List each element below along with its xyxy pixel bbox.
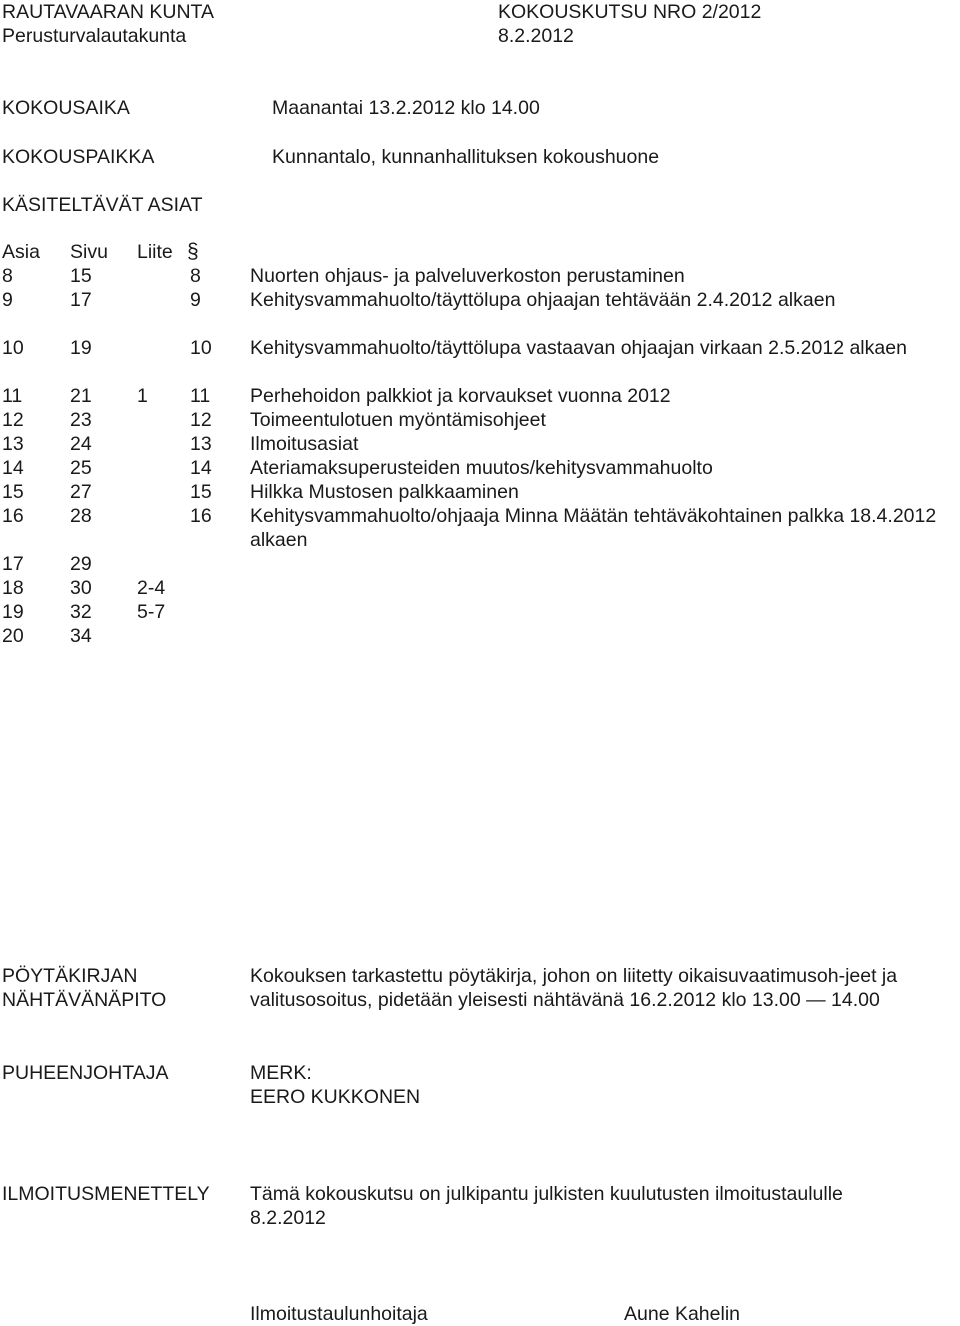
agenda-table (0, 240, 960, 648)
agenda-title-cell: Ilmoitusasiat (250, 433, 359, 455)
agenda-page-cell: 25 (70, 457, 92, 479)
agenda-row (0, 336, 960, 384)
agenda-row (0, 600, 960, 624)
minutes-label-line2: NÄHTÄVÄNÄPITO (2, 989, 167, 1011)
agenda-row (0, 408, 960, 432)
column-header-sivu: Sivu (70, 241, 108, 263)
agenda-row (0, 432, 960, 456)
agenda-row (0, 552, 960, 576)
agenda-page-cell: 24 (70, 433, 92, 455)
agenda-heading: KÄSITELTÄVÄT ASIAT (2, 194, 203, 216)
bulletin-keeper-name: Aune Kahelin (624, 1303, 741, 1325)
meeting-place-label: KOKOUSPAIKKA (2, 146, 155, 168)
agenda-row (0, 456, 960, 480)
minutes-label-line1: PÖYTÄKIRJAN (2, 965, 138, 987)
agenda-section-number-cell: 9 (190, 289, 201, 311)
announcement-text: Tämä kokouskutsu on julkipantu julkisten kuulutusten ilmoitustaululle 8.2.2012 (250, 1183, 843, 1229)
agenda-asia-cell: 11 (2, 385, 23, 407)
agenda-title-cell: Kehitysvammahuolto/täyttölupa vastaavan ohjaajan virkaan 2.5.2012 alkaen (250, 337, 907, 359)
agenda-section-number-cell: 14 (190, 457, 212, 479)
agenda-asia-cell: 18 (2, 577, 24, 599)
agenda-page-cell: 29 (70, 553, 92, 575)
agenda-row (0, 504, 960, 552)
column-header-asia: Asia (2, 241, 40, 263)
agenda-section-number-cell: 12 (190, 409, 212, 431)
agenda-page-cell: 30 (70, 577, 92, 599)
municipality-name: RAUTAVAARAN KUNTA (2, 1, 214, 23)
agenda-title-cell: Kehitysvammahuolto/ohjaaja Minna Määtän tehtäväkohtainen palkka 18.4.2012 alkaen (250, 505, 937, 551)
agenda-row (0, 624, 960, 648)
agenda-page-cell: 15 (70, 265, 92, 287)
meeting-time-value: Maanantai 13.2.2012 klo 14.00 (272, 97, 540, 119)
section-sign-icon: § (187, 240, 199, 263)
agenda-title-cell: Kehitysvammahuolto/täyttölupa ohjaajan tehtävään 2.4.2012 alkaen (250, 289, 836, 311)
chair-label: PUHEENJOHTAJA (2, 1062, 169, 1084)
agenda-asia-cell: 15 (2, 481, 24, 503)
agenda-page-cell: 27 (70, 481, 92, 503)
column-header-liite: Liite (137, 241, 173, 263)
agenda-page-cell: 19 (70, 337, 92, 359)
agenda-header-row (0, 240, 960, 264)
agenda-asia-cell: 16 (2, 505, 24, 527)
agenda-rows (0, 264, 960, 648)
minutes-text: Kokouksen tarkastettu pöytäkirja, johon on liitetty oikaisuvaatimusoh-jeet ja valitusosoitus, pidetään yleisesti nähtävänä 16.2.2012 klo 13.00 — 14.00 (250, 965, 898, 1011)
agenda-title-cell: Toimeentulotuen myöntämisohjeet (250, 409, 546, 431)
notice-date: 8.2.2012 (498, 25, 574, 47)
announcement-label: ILMOITUSMENETTELY (2, 1183, 210, 1205)
agenda-asia-cell: 17 (2, 553, 24, 575)
agenda-asia-cell: 19 (2, 601, 24, 623)
agenda-attachment-cell: 2-4 (137, 577, 166, 599)
agenda-asia-cell: 9 (2, 289, 13, 311)
agenda-section-number-cell: 15 (190, 481, 212, 503)
agenda-page-cell: 28 (70, 505, 92, 527)
board-name: Perusturvalautakunta (2, 25, 187, 47)
agenda-page-cell: 23 (70, 409, 92, 431)
agenda-page-cell: 34 (70, 625, 92, 647)
agenda-page-cell: 32 (70, 601, 92, 623)
bulletin-keeper-role: Ilmoitustaulunhoitaja (250, 1303, 428, 1325)
agenda-title-cell: Ateriamaksuperusteiden muutos/kehitysvammahuolto (250, 457, 713, 479)
agenda-section-number-cell: 8 (190, 265, 201, 287)
agenda-page-cell: 17 (70, 289, 92, 311)
agenda-asia-cell: 8 (2, 265, 13, 287)
agenda-asia-cell: 20 (2, 625, 24, 647)
agenda-title-cell: Nuorten ohjaus- ja palveluverkoston perustaminen (250, 265, 685, 287)
agenda-page-cell: 21 (70, 385, 92, 407)
meeting-place-value: Kunnantalo, kunnanhallituksen kokoushuone (272, 146, 660, 168)
agenda-title-cell: Hilkka Mustosen palkkaaminen (250, 481, 519, 503)
agenda-asia-cell: 12 (2, 409, 24, 431)
agenda-asia-cell: 10 (2, 337, 24, 359)
chair-name: EERO KUKKONEN (250, 1086, 421, 1108)
agenda-section-number-cell: 13 (190, 433, 212, 455)
notice-number: KOKOUSKUTSU NRO 2/2012 (498, 1, 762, 23)
agenda-row (0, 576, 960, 600)
agenda-section-number-cell: 11 (190, 385, 211, 407)
agenda-attachment-cell: 1 (137, 385, 148, 407)
agenda-row (0, 480, 960, 504)
agenda-section-number-cell: 16 (190, 505, 212, 527)
meeting-time-label: KOKOUSAIKA (2, 97, 130, 119)
agenda-row (0, 288, 960, 336)
agenda-asia-cell: 13 (2, 433, 24, 455)
agenda-section-number-cell: 10 (190, 337, 212, 359)
agenda-attachment-cell: 5-7 (137, 601, 166, 623)
agenda-title-cell: Perhehoidon palkkiot ja korvaukset vuonna 2012 (250, 385, 671, 407)
agenda-row (0, 264, 960, 288)
agenda-asia-cell: 14 (2, 457, 24, 479)
agenda-row (0, 384, 960, 408)
chair-merk: MERK: (250, 1062, 312, 1084)
